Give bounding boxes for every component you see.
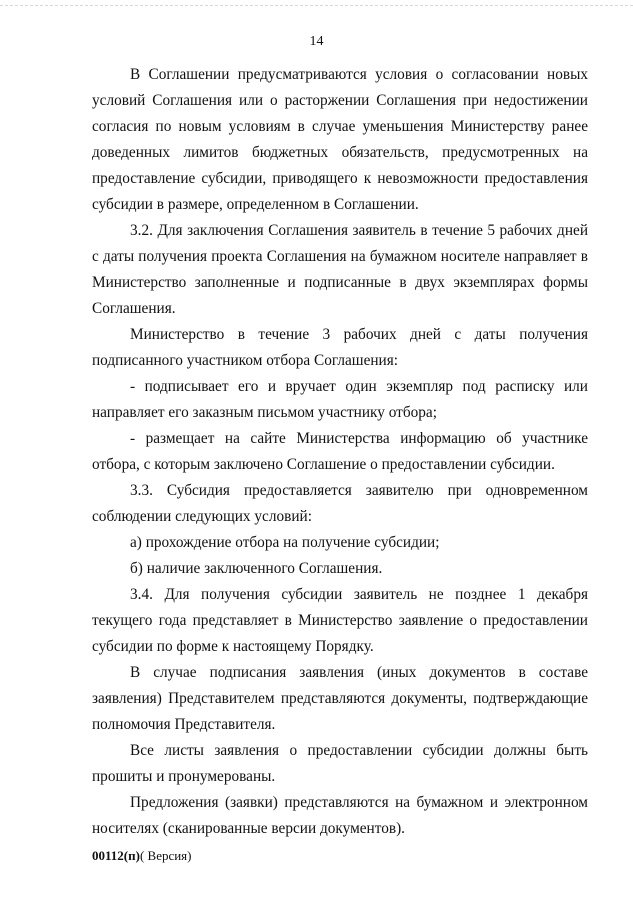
document-body [92,62,588,842]
paragraph-representative: В случае подписания заявления (иных документов в составе заявления) Представителем представляются документы, подтверждающие полномочия Представителя. [92,664,588,733]
page-number: 14 [309,34,324,49]
paragraph-3-2: 3.2. Для заключения Соглашения заявитель в течение 5 рабочих дней с даты получения проекта Соглашения на бумажном носителе направляет в Министерство заполненные и подписанные в двух экземплярах формы Соглашения. [92,222,588,317]
paragraph-condition-a: а) прохождение отбора на получение субсидии; [130,534,440,551]
paragraph-publishes-info: - размещает на сайте Министерства информацию об участнике отбора, с которым заключено Соглашение о предоставлении субсидии. [92,430,588,473]
document-footer [92,848,192,864]
paragraph-agreement-conditions: В Соглашении предусматриваются условия о согласовании новых условий Соглашения или о расторжении Соглашения при недостижении согласия по новым условиям в случае уменьшения Министерству ранее доведенных лимитов бюджетных обязательств, предусмотренных на предоставление субсидии, приводящего к невозможности предоставления субсидии в размере, определенном в Соглашении. [92,66,588,213]
paragraph-proposals: Предложения (заявки) представляются на бумажном и электронном носителях (сканированные версии документов). [92,794,588,837]
paragraph-3-3: 3.3. Субсидия предоставляется заявителю при одновременном соблюдении следующих условий: [92,482,588,525]
footer-version: ( Версия) [139,848,192,863]
paragraph-ministry-actions: Министерство в течение 3 рабочих дней с даты получения подписанного участником отбора Соглашения: [92,326,588,369]
page-top-edge [0,5,633,6]
footer-code: 00112(п) [92,848,140,863]
paragraph-signs-and-hands: - подписывает его и вручает один экземпляр под расписку или направляет его заказным письмом участнику отбора; [92,378,588,421]
paragraph-3-4: 3.4. Для получения субсидии заявитель не позднее 1 декабря текущего года представляет в Министерство заявление о предоставлении субсидии по форме к настоящему Порядку. [92,586,588,655]
paragraph-condition-b: б) наличие заключенного Соглашения. [130,560,383,577]
paragraph-sheets-bound: Все листы заявления о предоставлении субсидии должны быть прошиты и пронумерованы. [92,742,588,785]
